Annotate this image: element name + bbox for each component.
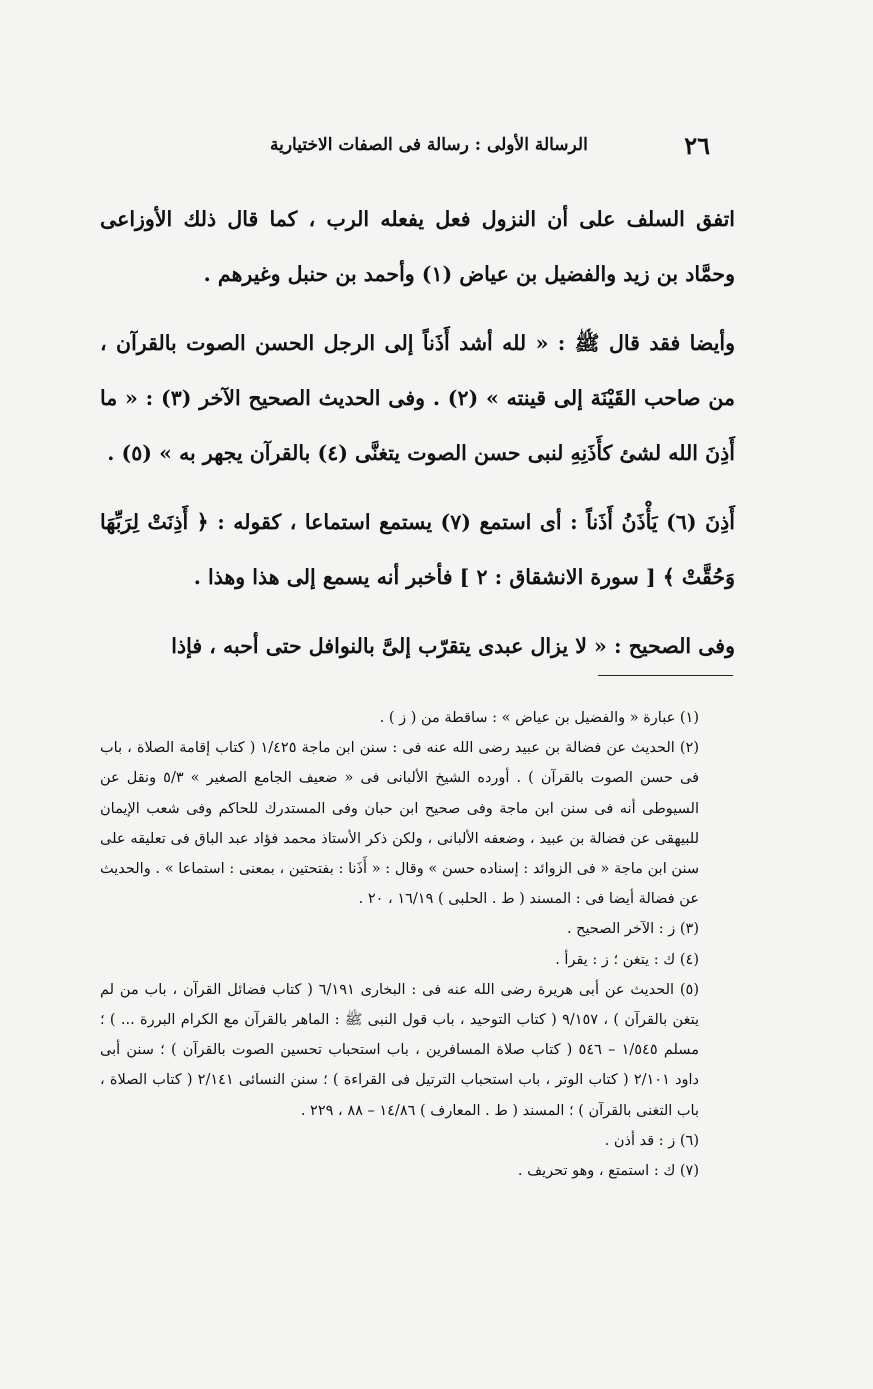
body-paragraph: اتفق السلف على أن النزول فعل يفعله الرب ، كما قال ذلك الأوزاعى وحمَّاد بن زيد والفضيل بن عياض (١) وأحمد بن حنبل وغيرهم .	[100, 207, 735, 286]
footnote: (٢) الحديث عن فضالة بن عبيد رضى الله عنه فى : سنن ابن ماجة ١/٤٢٥ ( كتاب إقامة الصلاة ، باب فى حسن الصوت بالقرآن ) . أورده الشيخ الألبانى فى « ضعيف الجامع الصغير » ٥/٣ ونقل عن السيوطى أنه فى سنن ابن ماجة وفى صحيح ابن حبان وفى المستدرك للحاكم وفى شعب الإيمان للبيهقى عن فضالة بن عبيد ، وضعفه الألبانى ، ولكن ذكر الأستاذ محمد فؤاد عبد الباق فى تعليقه على سنن ابن ماجة « فى الزوائد : إسناده حسن » وقال : « أَذَنا : بفتحتين ، بمعنى : استماعا » . والحديث عن فضالة أيضا فى : المسند ( ط . الحلبى ) ١٦/١٩ ، ٢٠ .	[100, 740, 700, 908]
body-paragraph: وأيضا فقد قال ﷺ : « لله أشد أَذَناً إلى الرجل الحسن الصوت بالقرآن ، من صاحب القَيْنَة إلى قينته » (٢) . وفى الحديث الصحيح الآخر (٣) : « ما أَذِنَ الله لشئ كأَذَنِهِ لنبى حسن الصوت يتغنَّى (٤) بالقرآن يجهر به » (٥) .	[100, 331, 735, 465]
main-text	[100, 192, 735, 688]
body-paragraph: أَذِنَ (٦) يَأْذَنُ أَذَناً : أى استمع (٧) يستمع استماعا ، كقوله : ﴿ أَذِنَتْ لِرَبِّهَا وَحُقَّتْ ﴾ [ سورة الانشقاق : ٢ ] فأخبر أنه يسمع إلى هذا وهذا .	[100, 510, 735, 589]
page-number: ٢٦	[684, 130, 710, 160]
footnote: (٥) الحديث عن أبى هريرة رضى الله عنه فى : البخارى ٦/١٩١ ( كتاب فضائل القرآن ، باب من لم يتغن بالقرآن ) ، ٩/١٥٧ ( كتاب التوحيد ، باب قول النبى ﷺ : الماهر بالقرآن مع الكرام البررة ... ) ؛ مسلم ١/٥٤٥ – ٥٤٦ ( كتاب صلاة المسافرين ، باب استحباب تحسين الصوت بالقرآن ) ؛ سنن أبى داود ٢/١٠١ ( كتاب الوتر ، باب استحباب الترتيل فى القراءة ) ؛ سنن النسائى ٢/١٤١ ( كتاب الصلاة ، باب التغنى بالقرآن ) ؛ المسند ( ط . المعارف ) ١٤/٨٦ – ٨٨ ، ٢٢٩ .	[100, 981, 700, 1119]
footnote: (٧) ك : استمتع ، وهو تحريف .	[517, 1163, 699, 1180]
footnote-separator	[598, 675, 733, 676]
footnote: (٣) ز : الآخر الصحيح .	[566, 921, 699, 938]
footnote: (١) عبارة « والفضيل بن عياض » : ساقطة من ( ز ) .	[379, 710, 699, 726]
footnote: (٤) ك : يتغن ؛ ز : يقرأ .	[555, 951, 699, 968]
footnote: (٦) ز : قد أذن .	[604, 1132, 699, 1149]
body-paragraph: وفى الصحيح : « لا يزال عبدى يتقرّب إلىَّ بالنوافل حتى أحبه ، فإذا	[171, 634, 735, 658]
footnotes	[100, 703, 735, 1186]
page-header	[270, 128, 710, 162]
running-title: الرسالة الأولى : رسالة فى الصفات الاختيارية	[270, 135, 588, 155]
